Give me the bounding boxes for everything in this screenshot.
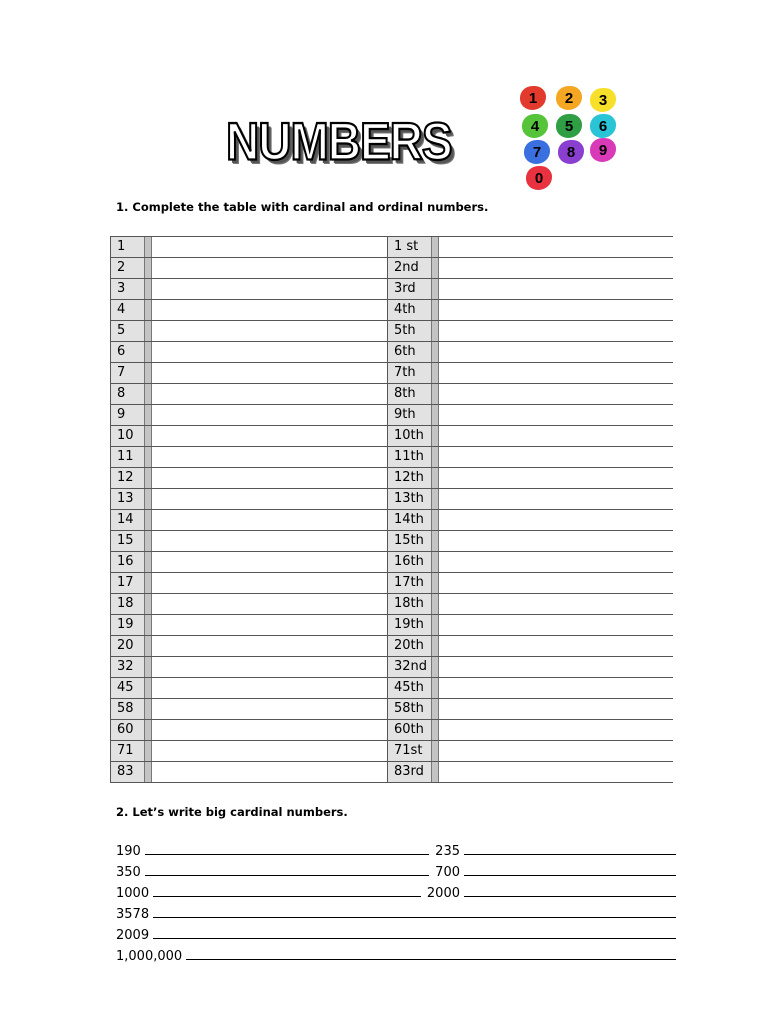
cardinal-number: 58 [111,699,145,720]
ordinal-number: 4th [388,300,432,321]
cardinal-number: 45 [111,678,145,699]
cardinal-number: 32 [111,657,145,678]
cardinal-answer-cell[interactable] [152,594,388,615]
cell-divider [432,531,439,552]
big-number-label: 235 [435,844,460,859]
table-row [111,321,673,342]
cardinal-number: 2 [111,258,145,279]
cardinal-number: 4 [111,300,145,321]
ordinal-answer-cell[interactable] [439,342,673,363]
table-row [111,720,673,741]
cardinal-answer-cell[interactable] [152,342,388,363]
table-row [111,510,673,531]
cardinal-answer-cell[interactable] [152,636,388,657]
cell-divider [145,531,152,552]
cell-divider [145,741,152,762]
cardinal-number: 7 [111,363,145,384]
cell-divider [432,699,439,720]
table-row [111,279,673,300]
section2-heading: 2. Let’s write big cardinal numbers. [116,805,348,819]
cell-divider [145,657,152,678]
answer-line[interactable] [145,854,429,855]
cardinal-answer-cell[interactable] [152,384,388,405]
cardinal-answer-cell[interactable] [152,279,388,300]
cell-divider [432,573,439,594]
ordinal-number: 7th [388,363,432,384]
table-row [111,594,673,615]
ordinal-answer-cell[interactable] [439,552,673,573]
ordinal-answer-cell[interactable] [439,384,673,405]
cardinal-answer-cell[interactable] [152,615,388,636]
cardinal-answer-cell[interactable] [152,321,388,342]
ordinal-answer-cell[interactable] [439,237,673,258]
table-row [111,678,673,699]
cardinal-number: 18 [111,594,145,615]
big-number-label: 1,000,000 [116,949,183,964]
ordinal-number: 5th [388,321,432,342]
cardinal-answer-cell[interactable] [152,489,388,510]
answer-line[interactable] [464,854,676,855]
cell-divider [145,321,152,342]
cell-divider [145,573,152,594]
cardinal-number: 10 [111,426,145,447]
cell-divider [145,426,152,447]
number-blob-7: 7 [524,140,550,164]
writing-line-row [116,922,676,943]
number-blobs-image [520,82,620,192]
cardinal-answer-cell[interactable] [152,699,388,720]
cardinal-answer-cell[interactable] [152,657,388,678]
cardinal-number: 8 [111,384,145,405]
ordinal-number: 17th [388,573,432,594]
ordinal-number: 10th [388,426,432,447]
cardinal-answer-cell[interactable] [152,720,388,741]
cardinal-answer-cell[interactable] [152,510,388,531]
big-number-label: 3578 [116,907,150,922]
ordinal-number: 58th [388,699,432,720]
cardinal-number: 5 [111,321,145,342]
cell-divider [145,405,152,426]
cell-divider [432,762,439,783]
cell-divider [145,447,152,468]
cell-divider [432,720,439,741]
cell-divider [432,636,439,657]
table-row [111,237,673,258]
ordinal-answer-cell[interactable] [439,573,673,594]
cell-divider [432,342,439,363]
number-blob-9: 9 [590,138,616,162]
table-row [111,489,673,510]
cell-divider [145,342,152,363]
page-title: NUMBERS [226,111,452,171]
cardinal-number: 3 [111,279,145,300]
cardinal-number: 11 [111,447,145,468]
cardinal-answer-cell[interactable] [152,468,388,489]
cardinal-number: 1 [111,237,145,258]
cardinal-answer-cell[interactable] [152,426,388,447]
cell-divider [432,363,439,384]
ordinal-answer-cell[interactable] [439,615,673,636]
ordinal-answer-cell[interactable] [439,510,673,531]
answer-line[interactable] [145,875,429,876]
number-blob-3: 3 [590,88,616,112]
cell-divider [145,279,152,300]
writing-line-row [116,943,676,964]
ordinal-answer-cell[interactable] [439,762,673,783]
cell-divider [145,258,152,279]
ordinal-answer-cell[interactable] [439,363,673,384]
cardinal-answer-cell[interactable] [152,573,388,594]
number-blob-4: 4 [522,114,548,138]
cell-divider [145,237,152,258]
cell-divider [432,426,439,447]
table-row [111,384,673,405]
cardinal-answer-cell[interactable] [152,363,388,384]
ordinal-number: 8th [388,384,432,405]
ordinal-number: 9th [388,405,432,426]
cardinal-number: 60 [111,720,145,741]
ordinal-number: 3rd [388,279,432,300]
ordinal-answer-cell[interactable] [439,426,673,447]
answer-line[interactable] [186,959,676,960]
cardinal-number: 71 [111,741,145,762]
cell-divider [145,720,152,741]
writing-line-row [116,901,676,922]
ordinal-answer-cell[interactable] [439,258,673,279]
table-row [111,300,673,321]
ordinal-number: 71st [388,741,432,762]
cardinal-number: 9 [111,405,145,426]
ordinal-number: 14th [388,510,432,531]
answer-line[interactable] [153,896,421,897]
big-number-label: 2009 [116,928,150,943]
ordinal-number: 60th [388,720,432,741]
table-row [111,258,673,279]
cardinal-number: 12 [111,468,145,489]
big-number-label: 2000 [426,886,460,901]
ordinal-number: 11th [388,447,432,468]
writing-line-row [116,859,676,880]
cell-divider [145,678,152,699]
ordinal-number: 20th [388,636,432,657]
cardinal-answer-cell[interactable] [152,447,388,468]
ordinal-answer-cell[interactable] [439,720,673,741]
answer-line[interactable] [464,875,676,876]
ordinal-answer-cell[interactable] [439,489,673,510]
table-row [111,741,673,762]
number-blob-0: 0 [526,166,552,190]
table-row [111,636,673,657]
ordinal-answer-cell[interactable] [439,657,673,678]
cardinal-answer-cell[interactable] [152,741,388,762]
ordinal-number: 6th [388,342,432,363]
cell-divider [145,615,152,636]
cell-divider [432,615,439,636]
ordinal-answer-cell[interactable] [439,447,673,468]
table-row [111,573,673,594]
ordinal-number: 19th [388,615,432,636]
cardinal-number: 83 [111,762,145,783]
ordinal-answer-cell[interactable] [439,405,673,426]
answer-line[interactable] [464,896,676,897]
big-number-label: 700 [435,865,460,880]
cell-divider [432,594,439,615]
ordinal-number: 45th [388,678,432,699]
cell-divider [145,489,152,510]
ordinal-answer-cell[interactable] [439,636,673,657]
table-row [111,531,673,552]
table-row [111,762,673,783]
cardinal-answer-cell[interactable] [152,300,388,321]
cell-divider [145,552,152,573]
number-blob-2: 2 [556,86,582,110]
table-row [111,552,673,573]
table-row [111,405,673,426]
cardinal-number: 17 [111,573,145,594]
cell-divider [145,384,152,405]
table-row [111,468,673,489]
number-blob-5: 5 [556,114,582,138]
cardinal-answer-cell[interactable] [152,258,388,279]
ordinal-number: 15th [388,531,432,552]
table-row [111,426,673,447]
ordinal-answer-cell[interactable] [439,279,673,300]
cardinal-number: 20 [111,636,145,657]
cell-divider [432,300,439,321]
cardinal-number: 14 [111,510,145,531]
table-row [111,342,673,363]
table-row [111,657,673,678]
cell-divider [432,552,439,573]
cardinal-answer-cell[interactable] [152,531,388,552]
number-blob-6: 6 [590,114,616,138]
cell-divider [145,468,152,489]
ordinal-answer-cell[interactable] [439,468,673,489]
ordinal-answer-cell[interactable] [439,531,673,552]
cell-divider [145,363,152,384]
cell-divider [432,510,439,531]
ordinal-answer-cell[interactable] [439,321,673,342]
answer-line[interactable] [153,917,676,918]
table-row [111,615,673,636]
cell-divider [145,300,152,321]
cell-divider [432,405,439,426]
cell-divider [432,237,439,258]
cell-divider [432,447,439,468]
cell-divider [432,279,439,300]
cell-divider [432,321,439,342]
cardinal-number: 15 [111,531,145,552]
big-numbers-writing-lines [116,838,676,964]
ordinal-number: 16th [388,552,432,573]
cell-divider [145,510,152,531]
cell-divider [145,636,152,657]
cardinal-answer-cell[interactable] [152,762,388,783]
ordinal-answer-cell[interactable] [439,594,673,615]
cell-divider [432,258,439,279]
table-row [111,363,673,384]
number-blob-8: 8 [558,140,584,164]
cell-divider [432,741,439,762]
cardinal-answer-cell[interactable] [152,552,388,573]
cardinal-number: 6 [111,342,145,363]
writing-line-row [116,880,676,901]
ordinal-number: 32nd [388,657,432,678]
cardinal-answer-cell[interactable] [152,678,388,699]
ordinal-answer-cell[interactable] [439,699,673,720]
cardinal-answer-cell[interactable] [152,237,388,258]
ordinal-number: 2nd [388,258,432,279]
numbers-table [110,236,673,783]
big-number-label: 1000 [116,886,150,901]
cell-divider [145,699,152,720]
cardinal-answer-cell[interactable] [152,405,388,426]
cardinal-number: 16 [111,552,145,573]
cell-divider [432,384,439,405]
ordinal-number: 83rd [388,762,432,783]
section1-heading: 1. Complete the table with cardinal and ordinal numbers. [116,200,489,214]
cardinal-number: 19 [111,615,145,636]
big-number-label: 350 [116,865,141,880]
cardinal-number: 13 [111,489,145,510]
answer-line[interactable] [153,938,676,939]
ordinal-answer-cell[interactable] [439,678,673,699]
number-blob-1: 1 [520,86,546,110]
table-row [111,699,673,720]
ordinal-number: 18th [388,594,432,615]
ordinal-number: 1 st [388,237,432,258]
ordinal-answer-cell[interactable] [439,741,673,762]
ordinal-number: 12th [388,468,432,489]
cell-divider [432,468,439,489]
ordinal-answer-cell[interactable] [439,300,673,321]
ordinal-number: 13th [388,489,432,510]
cell-divider [432,678,439,699]
cell-divider [432,657,439,678]
cell-divider [145,594,152,615]
cell-divider [432,489,439,510]
cell-divider [145,762,152,783]
big-number-label: 190 [116,844,141,859]
writing-line-row [116,838,676,859]
table-row [111,447,673,468]
